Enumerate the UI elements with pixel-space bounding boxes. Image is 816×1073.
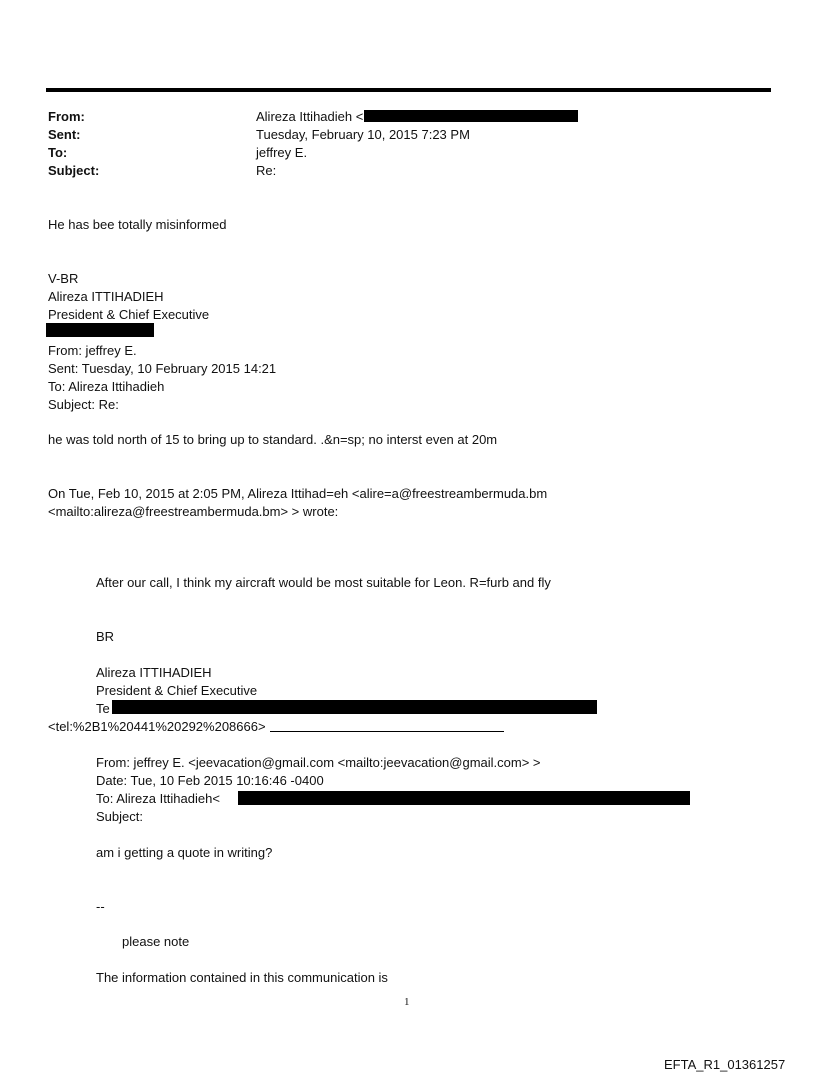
quoted2-subject: Subject: [96, 809, 143, 824]
quoted-to: To: Alireza Ittihadieh [48, 379, 165, 394]
tel-line: <tel:%2B1%20441%20292%208666> [48, 719, 266, 734]
redaction-quoted-to [238, 791, 690, 805]
sent-value: Tuesday, February 10, 2015 7:23 PM [256, 127, 470, 142]
signature-title: President & Chief Executive [48, 307, 210, 322]
subject-label: Subject: [48, 163, 100, 178]
tel-underline [270, 731, 504, 732]
please-note: please note [122, 934, 190, 949]
subject-value: Re: [256, 163, 277, 178]
sent-label: Sent: [48, 127, 81, 142]
signature-name: Alireza ITTIHADIEH [48, 289, 164, 304]
quoted-subject: Subject: Re: [48, 397, 119, 412]
reply-line: He has bee totally misinformed [48, 217, 227, 232]
to-label: To: [48, 145, 68, 160]
to-value: jeffrey E. [256, 145, 308, 160]
tel-prefix: Te [96, 701, 110, 716]
footer-id: EFTA_R1_01361257 [664, 1057, 786, 1072]
from-label: From: [48, 109, 85, 124]
info-line: The information contained in this communication is [96, 970, 388, 985]
signature-line: V-BR [48, 271, 79, 286]
from-value: Alireza Ittihadieh < [256, 109, 364, 124]
quoted2-from: From: jeffrey E. <jeevacation@gmail.com <mailto:jeevacation@gmail.com> > [96, 755, 541, 770]
page-number: 1 [404, 996, 410, 1008]
redaction-tel [112, 700, 597, 714]
signature2-title: President & Chief Executive [96, 683, 258, 698]
header-rule [46, 88, 771, 92]
message-line: he was told north of 15 to bring up to standard. .&n=sp; no interst even at 20m [48, 432, 498, 447]
dashes: -- [96, 899, 105, 914]
quoted2-to: To: Alireza Ittihadieh< [96, 791, 220, 806]
redaction-signature [46, 323, 154, 337]
quoted2-date: Date: Tue, 10 Feb 2015 10:16:46 -0400 [96, 773, 324, 788]
aircraft-line: After our call, I think my aircraft would be most suitable for Leon. R=furb and fly [96, 575, 551, 590]
quoted-from: From: jeffrey E. [48, 343, 137, 358]
on-wrote-line: On Tue, Feb 10, 2015 at 2:05 PM, Alireza Ittihad=eh <alire=a@freestreambermuda.bm [48, 486, 548, 501]
on-wrote-line-2: <mailto:alireza@freestreambermuda.bm> > wrote: [48, 504, 339, 519]
signature2-name: Alireza ITTIHADIEH [96, 665, 212, 680]
br-line: BR [96, 629, 115, 644]
quote-question: am i getting a quote in writing? [96, 845, 273, 860]
redaction-from-email [364, 110, 578, 122]
quoted-sent: Sent: Tuesday, 10 February 2015 14:21 [48, 361, 277, 376]
